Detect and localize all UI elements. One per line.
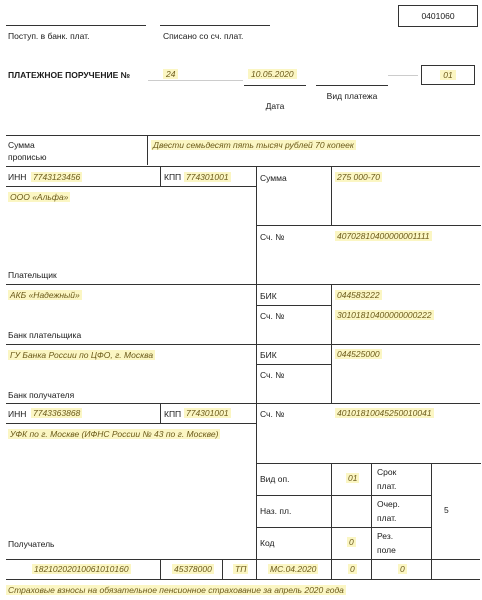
payer-kpp-label: КПП [164, 172, 182, 182]
vline-values-2 [331, 284, 332, 404]
code-value: 0 [349, 537, 354, 547]
payment-purpose: Страховые взносы на обязательное пенсионное страхование за апрель 2020 года [8, 585, 344, 595]
vline-payer-kpp [160, 166, 161, 186]
payer-label: Плательщик [8, 270, 57, 280]
payer-bank-bik: 044583222 [337, 290, 380, 300]
vline-tax-5 [371, 559, 372, 579]
recipient-kpp: 774301001 [186, 408, 229, 418]
vline-tax-1 [160, 559, 161, 579]
vline-rec-kpp [160, 403, 161, 423]
recipient-bank-account-label: Сч. № [260, 370, 285, 380]
recipient-inn-label: ИНН [8, 409, 27, 419]
recipient-inn: 7743363868 [33, 408, 81, 418]
tax-doc-date: 0 [400, 564, 405, 574]
grid-line-7 [256, 364, 331, 365]
recipient-kpp-label: КПП [164, 409, 182, 419]
vline-queue [431, 463, 432, 559]
debited-line [160, 25, 270, 26]
grid-line-5 [256, 305, 331, 306]
payment-type-label: Вид платежа [326, 91, 378, 101]
vline-tax-3 [256, 559, 257, 579]
form-code: 0401060 [421, 11, 455, 21]
payer-account-label: Сч. № [260, 232, 285, 242]
grid-line-9 [6, 423, 256, 424]
vline-term [371, 463, 372, 559]
grid-line-10 [256, 463, 481, 464]
amount-words-value: Двести семьдесят пять тысяч рублей 70 копеек [153, 140, 354, 150]
grid-line-6 [6, 344, 480, 345]
grid-line-2 [6, 186, 256, 187]
grid-line-8 [6, 403, 480, 404]
grid-line-3 [256, 225, 481, 226]
purpose-code-label: Наз. пл. [260, 506, 292, 516]
vline-main [256, 166, 257, 559]
reserve-label-1: Рез. [377, 531, 394, 541]
queue-label-1: Очер. [377, 499, 400, 509]
queue-value: 5 [444, 505, 449, 515]
grid-line-11 [256, 495, 431, 496]
tax-basis: ТП [235, 564, 247, 574]
amount-words-label1: Сумма [8, 140, 35, 150]
grid-line-12 [256, 527, 431, 528]
recipient-account-label: Сч. № [260, 409, 285, 419]
payer-bank-bik-label: БИК [260, 291, 277, 301]
payer-sum-label: Сумма [260, 173, 287, 183]
grid-line-1 [6, 166, 480, 167]
payer-account: 40702810400000001111 [337, 231, 430, 241]
recipient-name: УФК по г. Москве (ИФНС России № 43 по г. Москве) [10, 429, 219, 439]
payer-bank-account-label: Сч. № [260, 311, 285, 321]
order-date-line [244, 85, 306, 86]
recipient-bank-label: Банк получателя [8, 390, 75, 400]
payer-bank-name: АКБ «Надежный» [10, 290, 80, 300]
recipient-label: Получатель [8, 539, 55, 549]
recipient-bank-bik-label: БИК [260, 350, 277, 360]
tax-oktmo: 45378000 [174, 564, 212, 574]
order-date: 10.05.2020 [248, 69, 297, 79]
received-line [6, 25, 146, 26]
pay-term-label-1: Срок [377, 467, 397, 477]
op-type-label: Вид оп. [260, 474, 290, 484]
received-label: Поступ. в банк. плат. [8, 31, 90, 41]
payer-sum: 275 000-70 [337, 172, 381, 182]
payer-inn-label: ИНН [8, 172, 27, 182]
tax-doc-number: 0 [350, 564, 355, 574]
payer-bank-account: 30101810400000000222 [337, 310, 432, 320]
status-value: 01 [440, 70, 455, 80]
form-code-box [398, 5, 478, 27]
vline-tax-4 [331, 559, 332, 579]
payer-bank-label: Банк плательщика [8, 330, 82, 340]
grid-line-4 [6, 284, 480, 285]
payment-type-line [316, 85, 388, 86]
payer-kpp: 774301001 [186, 172, 229, 182]
grid-line-13 [6, 559, 480, 560]
vline-values [331, 166, 332, 226]
tax-period: МС.04.2020 [270, 564, 317, 574]
recipient-account: 40101810045250010041 [337, 408, 432, 418]
order-title: ПЛАТЕЖНОЕ ПОРУЧЕНИЕ № [8, 70, 131, 80]
debited-label: Списано со сч. плат. [163, 31, 244, 41]
payer-name: ООО «Альфа» [10, 192, 69, 202]
op-type: 01 [348, 473, 358, 483]
tax-kbk: 18210202010061010160 [34, 564, 129, 574]
amount-words-divider [147, 135, 148, 165]
order-date-label: Дата [265, 101, 285, 111]
pay-term-label-2: плат. [377, 481, 397, 491]
payer-inn: 7743123456 [33, 172, 81, 182]
vline-tax-6 [431, 559, 432, 579]
status-box [421, 65, 475, 85]
order-number: 24 [163, 69, 178, 79]
queue-label-2: плат. [377, 513, 397, 523]
grid-line-14 [6, 579, 480, 580]
vline-tax-2 [222, 559, 223, 579]
recipient-bank-bik: 044525000 [337, 349, 380, 359]
recipient-bank-name: ГУ Банка России по ЦФО, г. Москва [10, 350, 154, 360]
amount-words-top [6, 135, 480, 136]
order-number-line [148, 80, 243, 81]
reserve-label-2: поле [377, 545, 396, 555]
code-label: Код [260, 538, 275, 548]
dotted-line [388, 75, 418, 76]
amount-words-label2: прописью [8, 152, 47, 162]
vline-values-3 [331, 463, 332, 559]
